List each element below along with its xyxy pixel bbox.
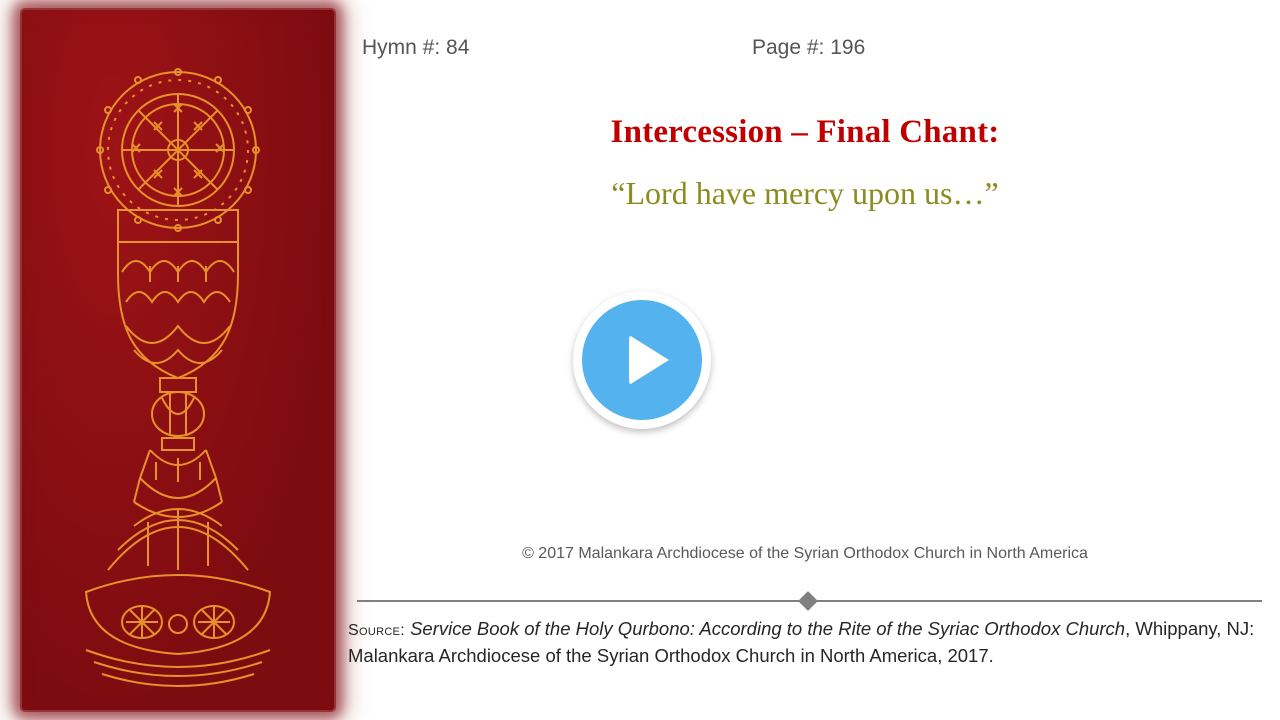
source-rest: , Whippany, NJ: Malankara Archdiocese of the Syrian Orthodox Church in North America, 2017. xyxy=(348,618,1255,666)
source-title: Service Book of the Holy Qurbono: According to the Rite of the Syriac Orthodox Church xyxy=(410,618,1126,639)
page-number: Page #: 196 xyxy=(752,36,866,59)
play-triangle-icon xyxy=(629,335,669,385)
divider-diamond-icon xyxy=(798,591,818,611)
source-label: Source: xyxy=(348,622,405,639)
hymn-number: Hymn #: 84 xyxy=(362,36,470,59)
divider xyxy=(357,594,1262,608)
source-citation xyxy=(348,616,1264,670)
chalice-icon xyxy=(22,10,334,710)
copyright-text: © 2017 Malankara Archdiocese of the Syrian Orthodox Church in North America xyxy=(522,545,1088,562)
play-button[interactable] xyxy=(573,291,711,429)
slide-subtitle: “Lord have mercy upon us…” xyxy=(611,175,999,211)
chalice-artwork-panel xyxy=(22,10,334,710)
slide-title: Intercession – Final Chant: xyxy=(610,114,1000,150)
slide-header xyxy=(340,36,1270,68)
